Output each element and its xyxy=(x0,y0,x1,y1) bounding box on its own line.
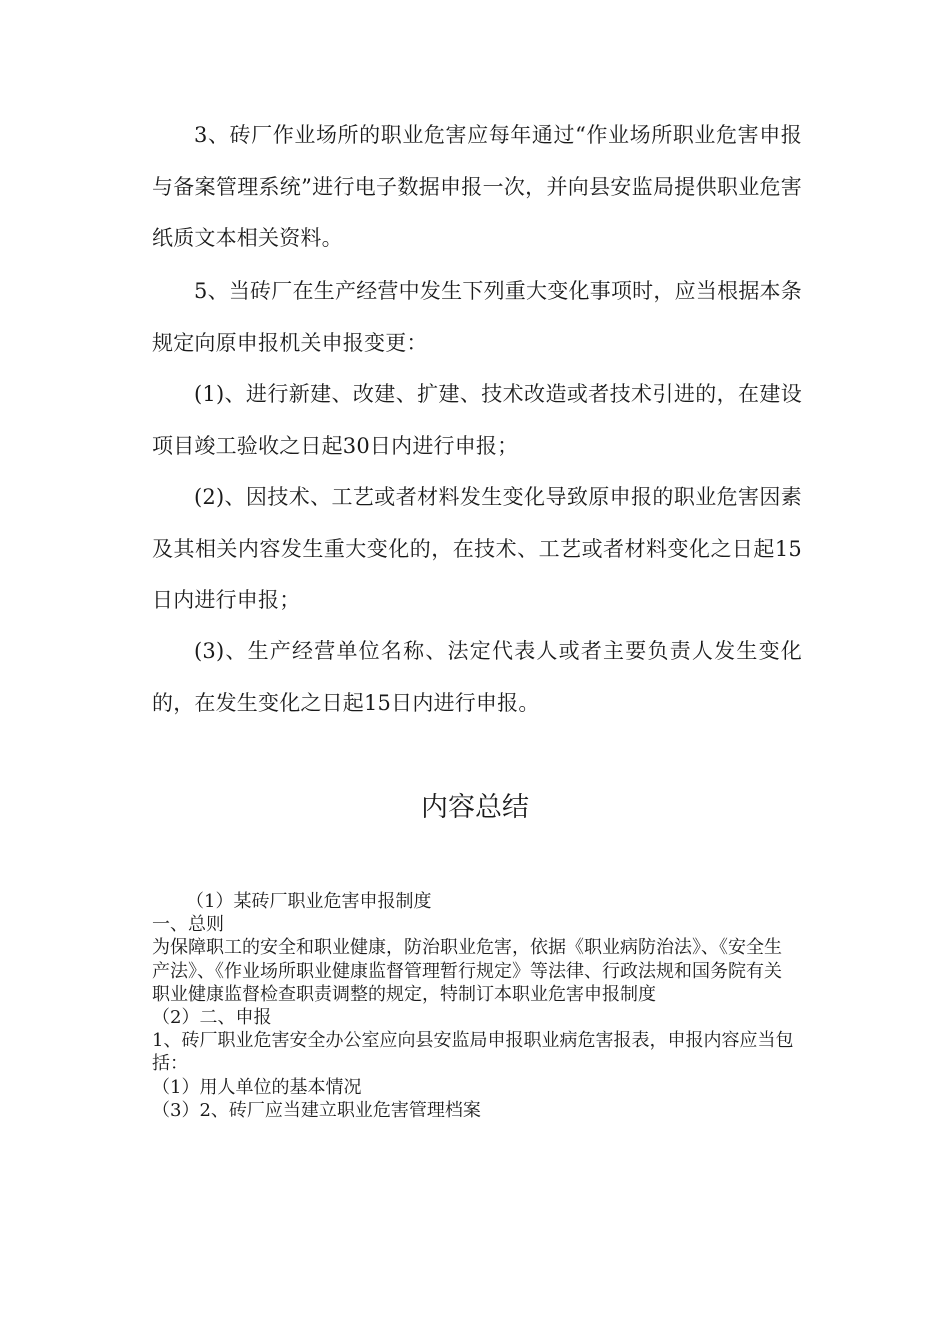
paragraph-change-report: 5、当砖厂在生产经营中发生下列重大变化事项时，应当根据本条规定向原申报机关申报变更： xyxy=(152,279,802,355)
summary-heading: 内容总结 xyxy=(421,792,529,823)
summary-line: 为保障职工的安全和职业健康，防治职业危害，依据《职业病防治法》、《安全生产法》、《作业场所职业健康监督管理暂行规定》等法律、行政法规和国务院有关职业健康监督检查职责调整的规定，特制订本职业危害申报制度 xyxy=(152,937,782,1005)
paragraph-item-3: (3)、生产经营单位名称、法定代表人或者主要负责人发生变化的，在发生变化之日起15日内进行申报。 xyxy=(152,639,802,715)
paragraph-item-2: (2)、因技术、工艺或者材料发生变化导致原申报的职业危害因素及其相关内容发生重大变化的，在技术、工艺或者材料变化之日起15日内进行申报； xyxy=(152,485,802,612)
summary-line: （2）二、申报 xyxy=(152,1007,272,1029)
summary-line: （1）某砖厂职业危害申报制度 xyxy=(186,891,432,912)
summary-section xyxy=(152,890,797,1122)
summary-line: 一、总则 xyxy=(152,914,224,936)
summary-line: （1）用人单位的基本情况 xyxy=(152,1076,362,1098)
paragraph-item-1: (1)、进行新建、改建、扩建、技术改造或者技术引进的，在建设项目竣工验收之日起30日内进行申报； xyxy=(152,382,802,458)
summary-line: （3）2、砖厂应当建立职业危害管理档案 xyxy=(152,1099,481,1121)
summary-line: 1、砖厂职业危害安全办公室应向县安监局申报职业病危害报表，申报内容应当包括： xyxy=(152,1030,794,1075)
paragraph-annual-report: 3、砖厂作业场所的职业危害应每年通过“作业场所职业危害申报与备案管理系统”进行电子数据申报一次，并向县安监局提供职业危害纸质文本相关资料。 xyxy=(152,123,802,250)
